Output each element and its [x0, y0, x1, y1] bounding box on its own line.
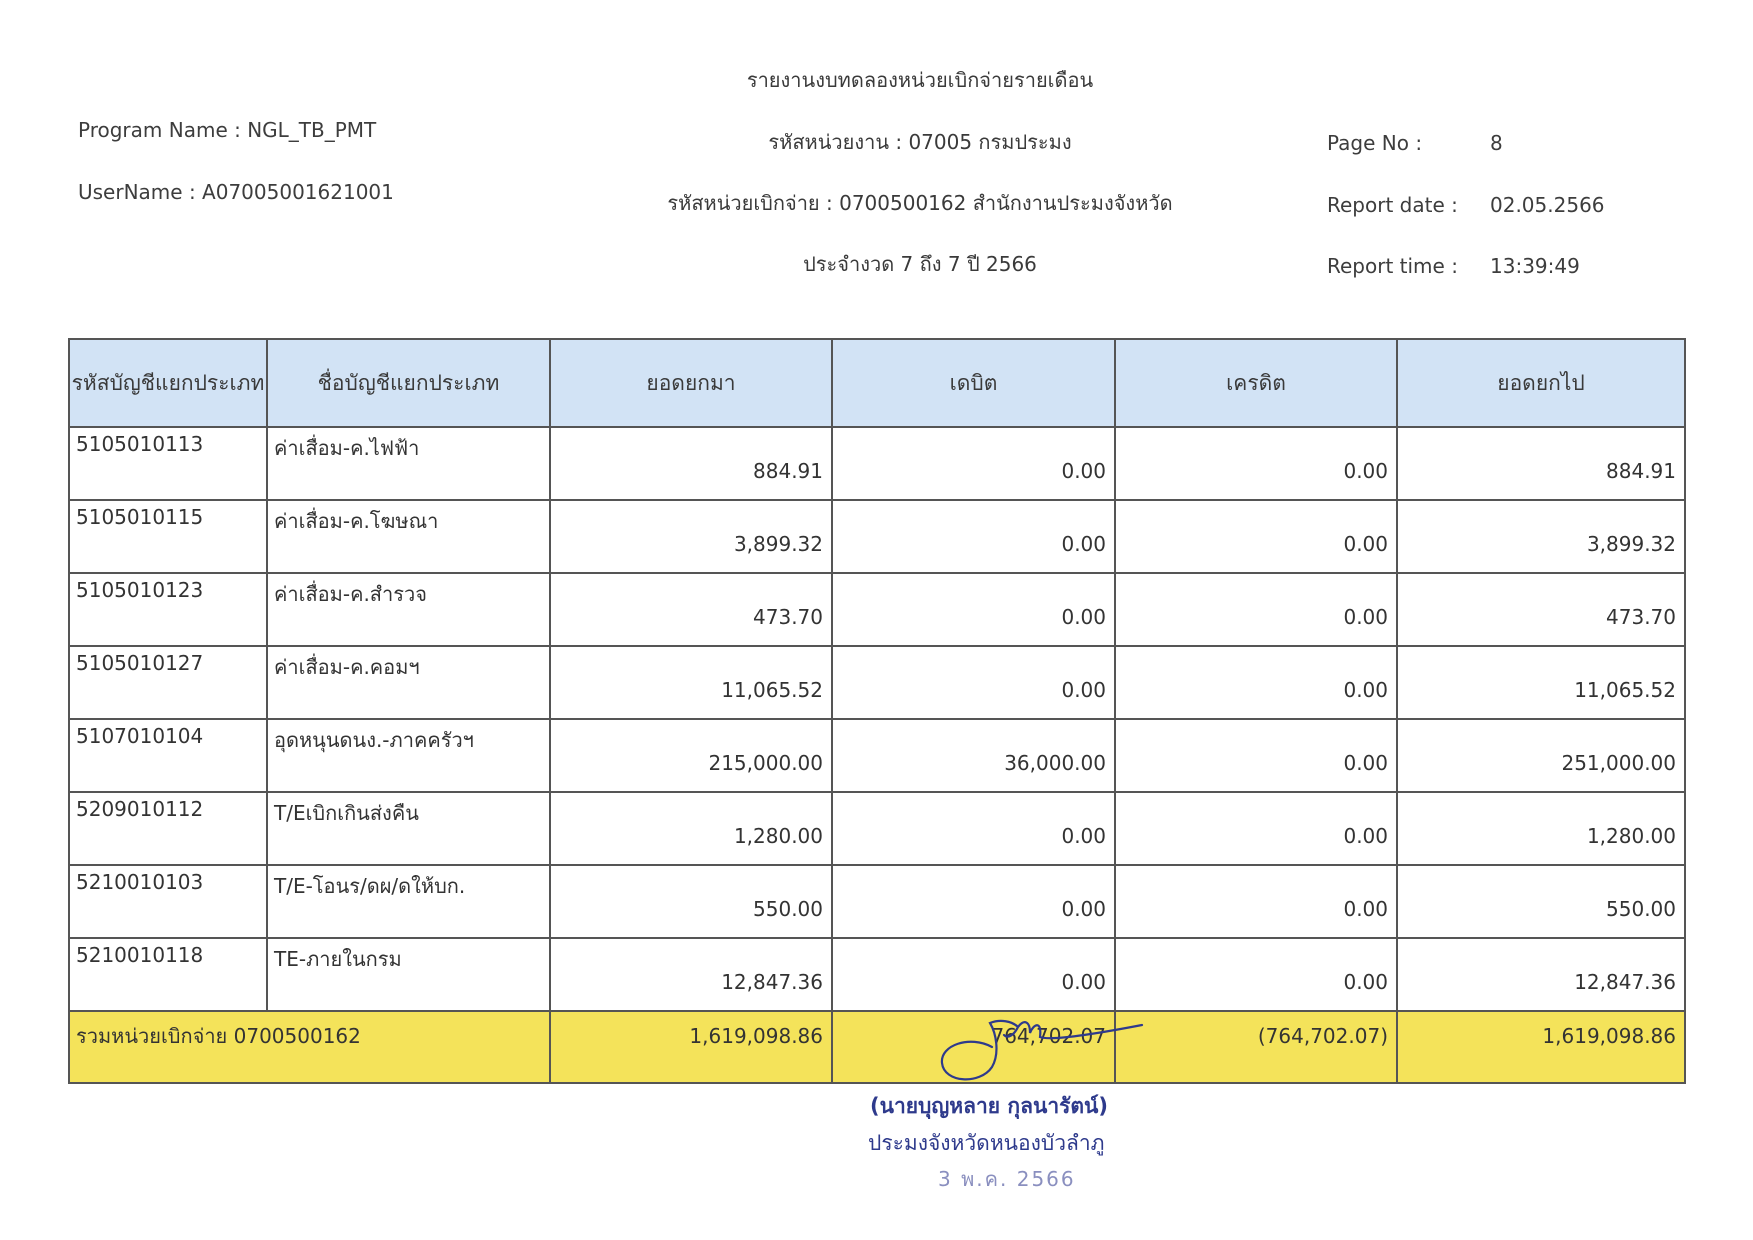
period-line: ประจำงวด 7 ถึง 7 ปี 2566: [803, 252, 1037, 276]
debit: 0.00: [832, 573, 1115, 646]
account-code: 5209010112: [69, 792, 267, 865]
carried-forward: 3,899.32: [1397, 500, 1685, 573]
carried-forward: 473.70: [1397, 573, 1685, 646]
trial-balance-table: [68, 338, 1686, 1084]
col-header-account-name: ชื่อบัญชีแยกประเภท: [267, 339, 550, 427]
table-row: [69, 792, 1685, 865]
table-row: [69, 646, 1685, 719]
table-row: [69, 938, 1685, 1011]
total-brought-forward: 1,619,098.86: [550, 1011, 832, 1083]
account-name: T/E-โอนร/ดผ/ดให้บก.: [267, 865, 550, 938]
carried-forward: 550.00: [1397, 865, 1685, 938]
account-name: TE-ภายในกรม: [267, 938, 550, 1011]
credit: 0.00: [1115, 792, 1397, 865]
brought-forward: 11,065.52: [550, 646, 832, 719]
table-row: [69, 500, 1685, 573]
credit: 0.00: [1115, 938, 1397, 1011]
brought-forward: 1,280.00: [550, 792, 832, 865]
credit: 0.00: [1115, 865, 1397, 938]
table-row: [69, 573, 1685, 646]
account-name: ค่าเสื่อม-ค.สำรวจ: [267, 573, 550, 646]
carried-forward: 251,000.00: [1397, 719, 1685, 792]
brought-forward: 12,847.36: [550, 938, 832, 1011]
account-code: 5210010103: [69, 865, 267, 938]
table-row: [69, 719, 1685, 792]
signatory-name: (นายบุญหลาย กุลนารัตน์): [870, 1094, 1108, 1118]
credit: 0.00: [1115, 646, 1397, 719]
report-date-value: 02.05.2566: [1490, 193, 1605, 217]
brought-forward: 884.91: [550, 427, 832, 500]
account-name: ค่าเสื่อม-ค.คอมฯ: [267, 646, 550, 719]
debit: 0.00: [832, 427, 1115, 500]
agency-line: รหัสหน่วยงาน : 07005 กรมประมง: [768, 130, 1072, 154]
debit: 0.00: [832, 938, 1115, 1011]
account-code: 5105010115: [69, 500, 267, 573]
total-carried-forward: 1,619,098.86: [1397, 1011, 1685, 1083]
signatory-title: ประมงจังหวัดหนองบัวลำภู: [868, 1131, 1105, 1155]
col-header-account-code: รหัสบัญชีแยกประเภท: [69, 339, 267, 427]
report-date-label: Report date :: [1327, 193, 1458, 217]
brought-forward: 473.70: [550, 573, 832, 646]
brought-forward: 3,899.32: [550, 500, 832, 573]
account-code: 5107010104: [69, 719, 267, 792]
total-row: [69, 1011, 1685, 1083]
table-header-row: [69, 339, 1685, 427]
col-header-carried-forward: ยอดยกไป: [1397, 339, 1685, 427]
account-code: 5105010123: [69, 573, 267, 646]
col-header-debit: เดบิต: [832, 339, 1115, 427]
report-title: รายงานงบทดลองหน่วยเบิกจ่ายรายเดือน: [746, 68, 1094, 92]
account-code: 5105010127: [69, 646, 267, 719]
brought-forward: 215,000.00: [550, 719, 832, 792]
credit: 0.00: [1115, 573, 1397, 646]
page-no-value: 8: [1490, 131, 1503, 155]
debit: 0.00: [832, 792, 1115, 865]
credit: 0.00: [1115, 719, 1397, 792]
credit: 0.00: [1115, 500, 1397, 573]
disbursing-unit-line: รหัสหน่วยเบิกจ่าย : 0700500162 สำนักงานประมงจังหวัด: [667, 191, 1173, 215]
user-name: UserName : A07005001621001: [78, 180, 394, 204]
carried-forward: 884.91: [1397, 427, 1685, 500]
total-credit: (764,702.07): [1115, 1011, 1397, 1083]
carried-forward: 11,065.52: [1397, 646, 1685, 719]
report-time-value: 13:39:49: [1490, 254, 1580, 278]
account-name: ค่าเสื่อม-ค.ไฟฟ้า: [267, 427, 550, 500]
account-code: 5105010113: [69, 427, 267, 500]
debit: 0.00: [832, 865, 1115, 938]
total-label: รวมหน่วยเบิกจ่าย 0700500162: [69, 1011, 550, 1083]
table-row: [69, 865, 1685, 938]
table-row: [69, 427, 1685, 500]
account-name: อุดหนุนดนง.-ภาคครัวฯ: [267, 719, 550, 792]
brought-forward: 550.00: [550, 865, 832, 938]
signature-mark: [930, 1005, 1150, 1095]
debit: 0.00: [832, 646, 1115, 719]
debit: 0.00: [832, 500, 1115, 573]
credit: 0.00: [1115, 427, 1397, 500]
program-name: Program Name : NGL_TB_PMT: [78, 118, 377, 142]
carried-forward: 12,847.36: [1397, 938, 1685, 1011]
carried-forward: 1,280.00: [1397, 792, 1685, 865]
account-name: ค่าเสื่อม-ค.โฆษณา: [267, 500, 550, 573]
col-header-brought-forward: ยอดยกมา: [550, 339, 832, 427]
debit: 36,000.00: [832, 719, 1115, 792]
col-header-credit: เครดิต: [1115, 339, 1397, 427]
total-debit: 764,702.07: [832, 1011, 1115, 1083]
page-no-label: Page No :: [1327, 131, 1423, 155]
report-time-label: Report time :: [1327, 254, 1458, 278]
account-name: T/Eเบิกเกินส่งคืน: [267, 792, 550, 865]
account-code: 5210010118: [69, 938, 267, 1011]
date-stamp: 3 พ.ค. 2566: [938, 1167, 1076, 1191]
